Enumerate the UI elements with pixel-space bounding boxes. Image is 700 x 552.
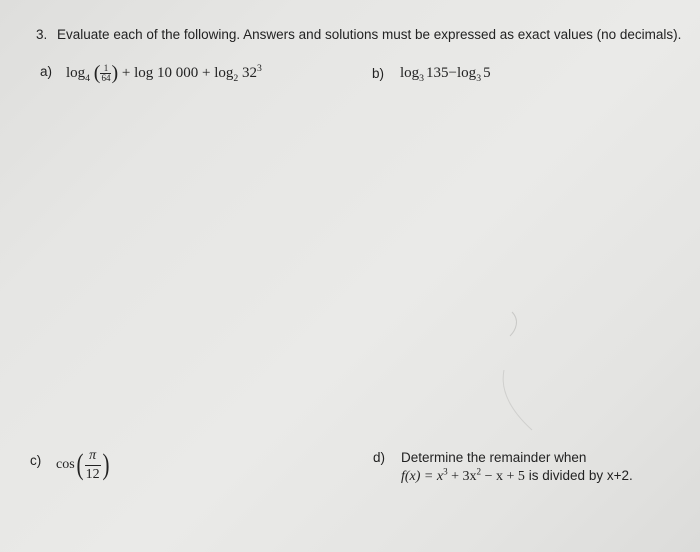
part-b-base1: 3 bbox=[419, 73, 425, 84]
part-b-log1: log bbox=[400, 65, 420, 81]
part-c-label: c) bbox=[30, 453, 42, 468]
part-b-term1: 135 bbox=[426, 65, 449, 81]
part-b-base2: 3 bbox=[476, 73, 482, 84]
part-a-term3: 32 bbox=[242, 64, 258, 81]
part-d-exp2: 2 bbox=[476, 466, 482, 477]
part-d-label: d) bbox=[373, 450, 386, 465]
part-d-plus3x: + 3x bbox=[447, 469, 477, 484]
pencil-mark bbox=[490, 300, 550, 440]
part-b-label: b) bbox=[372, 66, 385, 81]
part-d-tail: is divided by x+2. bbox=[528, 468, 633, 483]
part-c-den: 12 bbox=[85, 466, 100, 482]
part-b-minus: − bbox=[448, 65, 458, 81]
part-c-func: cos bbox=[56, 457, 75, 472]
part-b-term2: 5 bbox=[483, 65, 491, 81]
part-d-exp1: 3 bbox=[443, 466, 448, 477]
part-a-frac-num: 1 bbox=[103, 63, 109, 73]
part-d-line2 bbox=[401, 467, 633, 485]
part-d-fx: f(x) = x bbox=[401, 469, 444, 484]
part-a-base1: 4 bbox=[85, 72, 91, 84]
question-number: 3. bbox=[36, 27, 48, 42]
part-a-log: log bbox=[66, 64, 86, 81]
part-b-expression bbox=[400, 65, 491, 82]
part-a-base2: 2 bbox=[233, 72, 239, 84]
part-d-rest: − x + 5 bbox=[481, 469, 525, 484]
part-c-expression: cos( $\frac{\pi}{12}$ ) bbox=[56, 447, 110, 482]
part-c-fraction bbox=[85, 449, 101, 482]
question-instruction: Evaluate each of the following. Answers and solutions must be expressed as exact values (no decimals). bbox=[57, 27, 682, 42]
part-b-log2: log bbox=[457, 65, 477, 81]
part-a-fraction bbox=[100, 64, 111, 83]
part-a-exp3: 3 bbox=[257, 62, 262, 74]
part-a-term2: + log 10 000 + log bbox=[121, 64, 234, 81]
part-c-num: π bbox=[89, 447, 97, 463]
part-a-expression: $\log_4$ ( $\frac{1}{64}$ ) + log 10 $000 + \log_2 32^3$ bbox=[66, 62, 262, 84]
part-a-label: a) bbox=[40, 64, 53, 79]
part-d-line1: Determine the remainder when bbox=[401, 450, 587, 465]
question-header bbox=[36, 27, 681, 42]
part-a-frac-den: 64 bbox=[101, 73, 111, 83]
